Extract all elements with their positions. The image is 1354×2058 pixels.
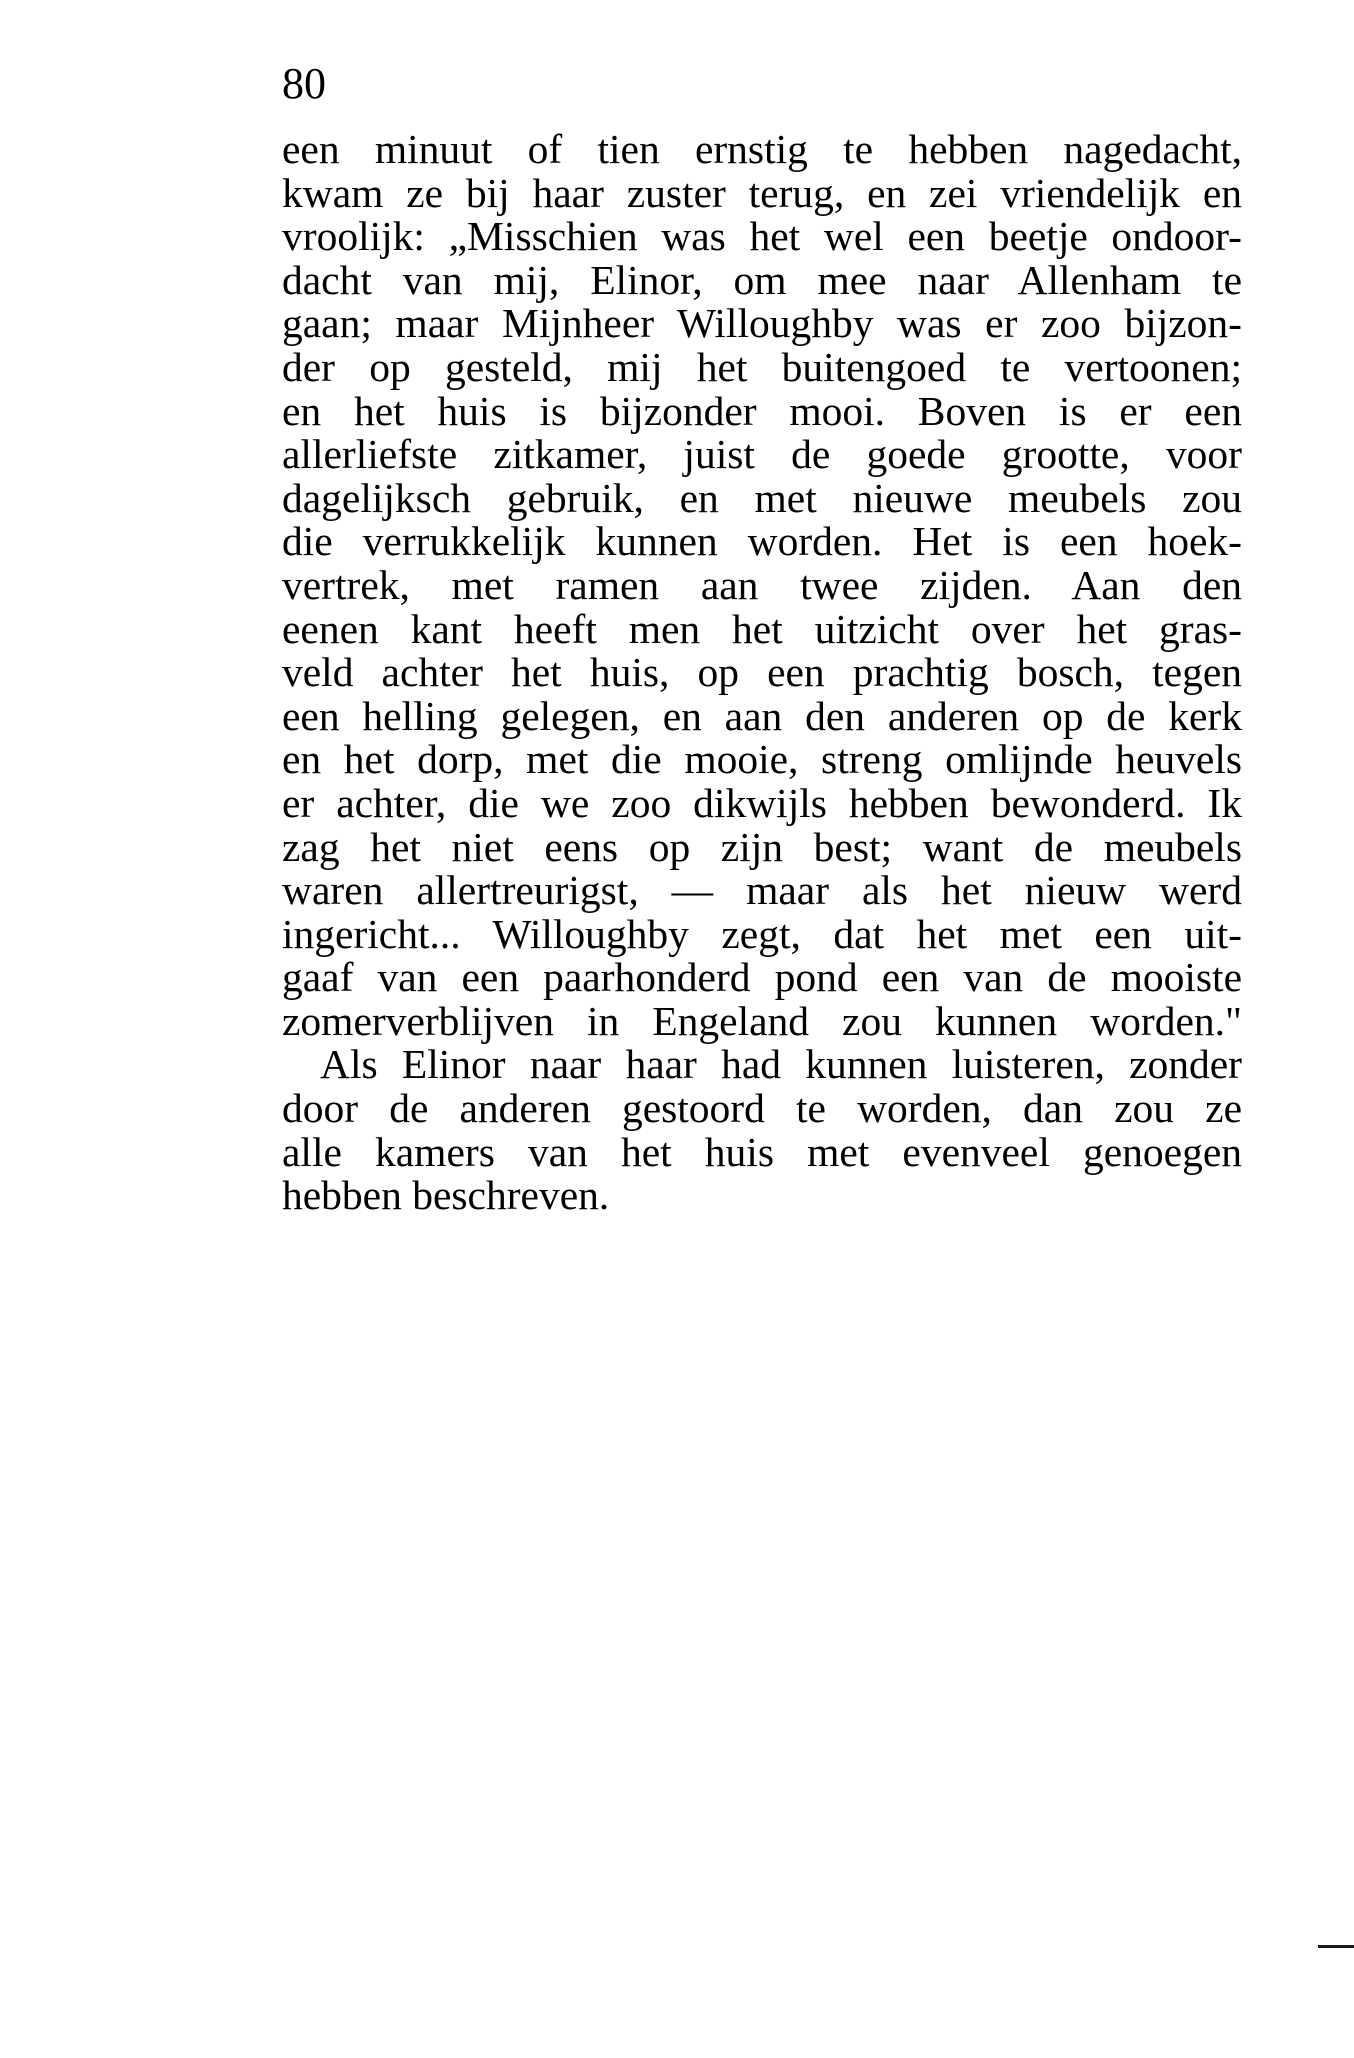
text-line: er achter, die we zoo dikwijls hebben bewonderd. Ik <box>282 779 1242 826</box>
text-line: een minuut of tien ernstig te hebben nagedacht, <box>282 126 1242 172</box>
text-line: vroolijk: „Misschien was het wel een beetje ondoor- <box>282 213 1242 260</box>
text-line: zomerverblijven in Engeland zou kunnen worden." <box>282 997 1242 1044</box>
text-line: dacht van mij, Elinor, om mee naar Allenham te <box>282 256 1242 303</box>
text-line: door de anderen gestoord te worden, dan zou ze <box>282 1085 1242 1132</box>
page-number: 80 <box>282 59 326 108</box>
text-line: vertrek, met ramen aan twee zijden. Aan den <box>282 561 1242 608</box>
text-line: waren allertreurigst, — maar als het nieuw werd <box>282 867 1242 914</box>
text-line: allerliefste zitkamer, juist de goede grootte, voor <box>282 431 1242 478</box>
page-edge-mark <box>1318 1945 1354 1948</box>
body-text <box>282 128 1242 1218</box>
text-line: der op gesteld, mij het buitengoed te vertoonen; <box>282 343 1242 390</box>
text-line: die verrukkelijk kunnen worden. Het is een hoek- <box>282 518 1242 565</box>
text-line: Als Elinor naar haar had kunnen luisteren, zonder <box>320 1041 1242 1088</box>
text-line: een helling gelegen, en aan den anderen op de kerk <box>282 692 1242 739</box>
paragraph-2 <box>282 1043 1242 1217</box>
text-line: alle kamers van het huis met evenveel genoegen <box>282 1128 1242 1175</box>
text-line: kwam ze bij haar zuster terug, en zei vriendelijk en <box>282 169 1242 216</box>
text-line: gaaf van een paarhonderd pond een van de mooiste <box>282 954 1242 1001</box>
text-line: en het huis is bijzonder mooi. Boven is er een <box>282 387 1242 434</box>
text-line: gaan; maar Mijnheer Willoughby was er zoo bijzon- <box>282 300 1242 347</box>
paragraph-1 <box>282 128 1242 1043</box>
text-line: veld achter het huis, op een prachtig bosch, tegen <box>282 649 1242 696</box>
text-line: en het dorp, met die mooie, streng omlijnde heuvels <box>282 736 1242 783</box>
text-line: hebben beschreven. <box>282 1172 610 1219</box>
text-line: ingericht... Willoughby zegt, dat het met een uit- <box>282 910 1242 957</box>
text-line: zag het niet eens op zijn best; want de meubels <box>282 823 1242 870</box>
text-line: dagelijksch gebruik, en met nieuwe meubels zou <box>282 474 1242 521</box>
text-line: eenen kant heeft men het uitzicht over het gras- <box>282 605 1242 652</box>
